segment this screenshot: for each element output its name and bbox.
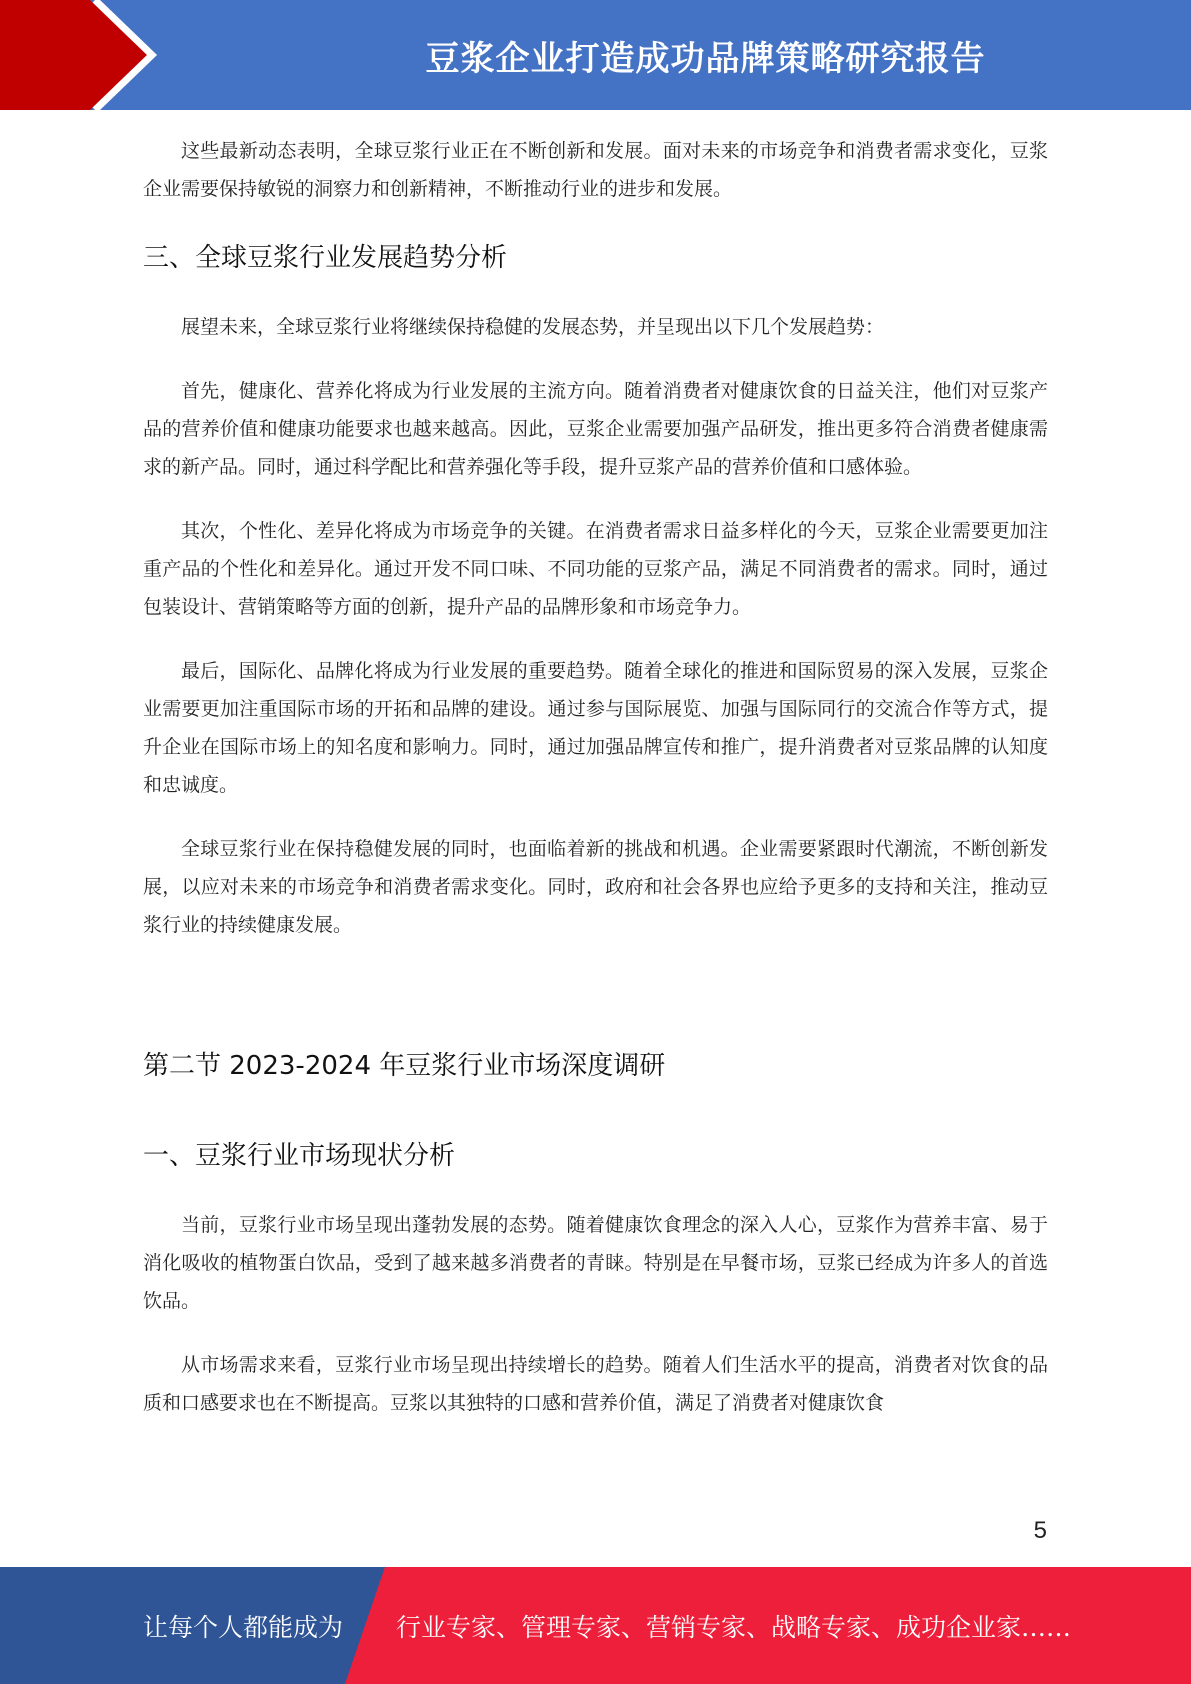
paragraph-summary: 全球豆浆行业在保持稳健发展的同时，也面临着新的挑战和机遇。企业需要紧跟时代潮流，不断创新发展，以应对未来的市场竞争和消费者需求变化。同时，政府和社会各界也应给予更多的支持和关注，推动豆浆行业的持续健康发展。 bbox=[143, 838, 1048, 936]
paragraph-first: 首先，健康化、营养化将成为行业发展的主流方向。随着消费者对健康饮食的日益关注，他们对豆浆产品的营养价值和健康功能要求也越来越高。因此，豆浆企业需要加强产品研发，推出更多符合消费者健康需求的新产品。同时，通过科学配比和营养强化等手段，提升豆浆产品的营养价值和口感体验。 bbox=[143, 380, 1048, 478]
heading-market-status: 一、豆浆行业市场现状分析 bbox=[143, 1141, 456, 1171]
paragraph-last: 最后，国际化、品牌化将成为行业发展的重要趋势。随着全球化的推进和国际贸易的深入发展，豆浆企业需要更加注重国际市场的开拓和品牌的建设。通过参与国际展览、加强与国际同行的交流合作等方式，提升企业在国际市场上的知名度和影响力。同时，通过加强品牌宣传和推广，提升消费者对豆浆品牌的认知度和忠诚度。 bbox=[143, 660, 1048, 796]
page-footer-banner bbox=[0, 1567, 1191, 1684]
paragraph-current: 当前，豆浆行业市场呈现出蓬勃发展的态势。随着健康饮食理念的深入人心，豆浆作为营养丰富、易于消化吸收的植物蛋白饮品，受到了越来越多消费者的青睐。特别是在早餐市场，豆浆已经成为许多人的首选饮品。 bbox=[143, 1214, 1048, 1312]
footer-slogan-right: 行业专家、管理专家、营销专家、战略专家、成功企业家…… bbox=[396, 1612, 1072, 1642]
paragraph-demand: 从市场需求来看，豆浆行业市场呈现出持续增长的趋势。随着人们生活水平的提高，消费者对饮食的品质和口感要求也在不断提高。豆浆以其独特的口感和营养价值，满足了消费者对健康饮食 bbox=[143, 1354, 1048, 1414]
footer-slogan-left: 让每个人都能成为 bbox=[143, 1612, 344, 1642]
document-body bbox=[143, 132, 1048, 1422]
paragraph-outlook: 展望未来，全球豆浆行业将继续保持稳健的发展态势，并呈现出以下几个发展趋势： bbox=[181, 316, 885, 338]
page-header-banner bbox=[0, 0, 1191, 110]
red-chevron-decoration bbox=[0, 0, 160, 110]
heading-section-two: 第二节 2023-2024 年豆浆行业市场深度调研 bbox=[143, 1051, 666, 1081]
paragraph-second: 其次，个性化、差异化将成为市场竞争的关键。在消费者需求日益多样化的今天，豆浆企业需要更加注重产品的个性化和差异化。通过开发不同口味、不同功能的豆浆产品，满足不同消费者的需求。同时，通过包装设计、营销策略等方面的创新，提升产品的品牌形象和市场竞争力。 bbox=[143, 520, 1048, 618]
heading-trends: 三、全球豆浆行业发展趋势分析 bbox=[143, 243, 508, 273]
page-number: 5 bbox=[1033, 1517, 1047, 1544]
report-title: 豆浆企业打造成功品牌策略研究报告 bbox=[425, 38, 986, 79]
paragraph-intro: 这些最新动态表明，全球豆浆行业正在不断创新和发展。面对未来的市场竞争和消费者需求变化，豆浆企业需要保持敏锐的洞察力和创新精神，不断推动行业的进步和发展。 bbox=[143, 140, 1048, 200]
